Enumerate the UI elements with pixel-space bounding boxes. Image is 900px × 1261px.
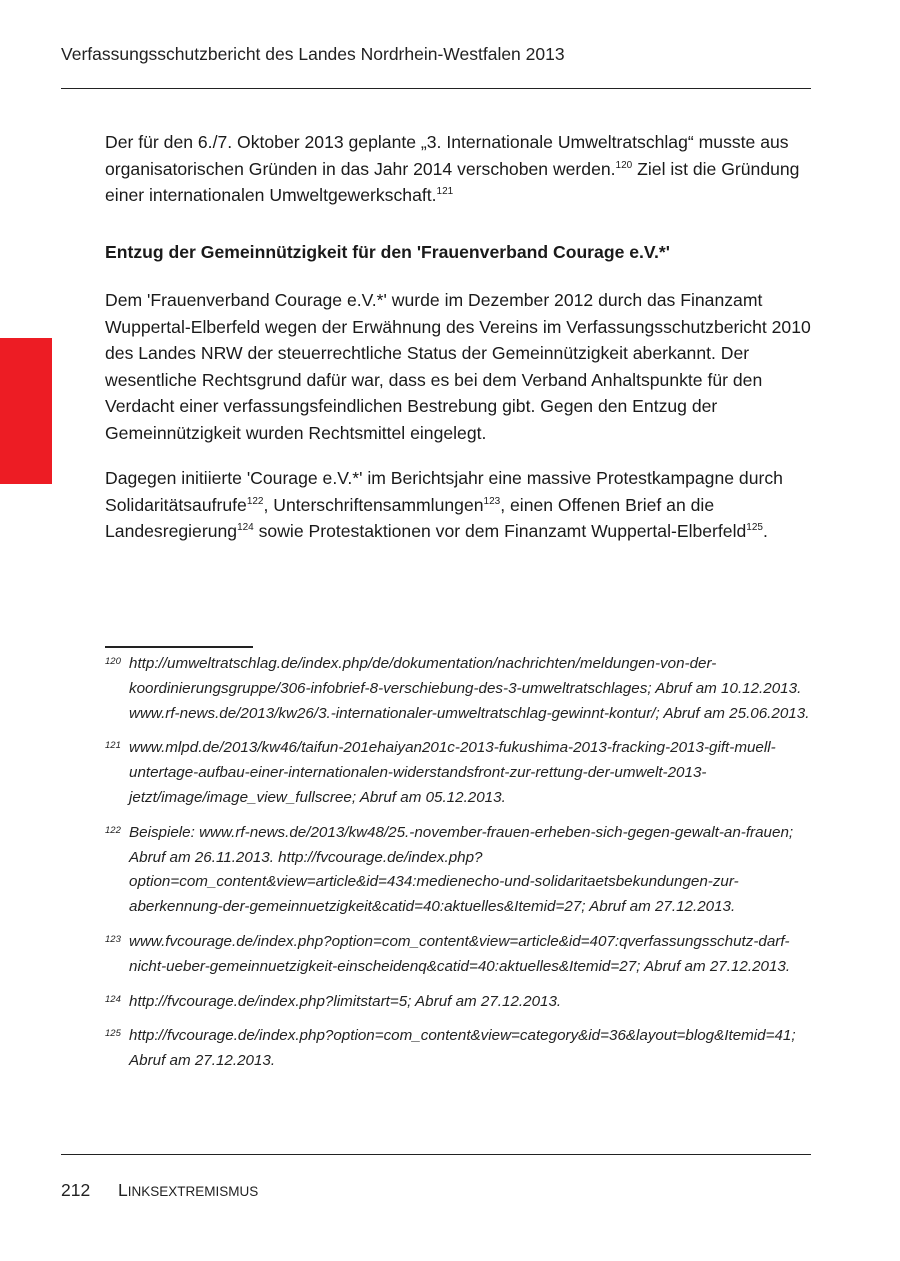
section-name bbox=[118, 1180, 258, 1201]
footnote-ref-123[interactable]: 123 bbox=[483, 495, 501, 507]
p3-text-a: Dagegen initiierte 'Courage e.V.*' im Berichtsjahr eine massive Protestkampagne durch Solidaritätsaufrufe bbox=[105, 468, 783, 515]
p3-text-d: sowie Protestaktionen vor dem Finanzamt Wuppertal-Elberfeld bbox=[253, 521, 747, 542]
footnote-123 bbox=[105, 930, 817, 980]
p3-text-e: . bbox=[762, 521, 768, 542]
footnote-list bbox=[105, 652, 817, 1074]
footer-rule bbox=[61, 1154, 811, 1155]
footnote-text[interactable]: Beispiele: www.rf-news.de/2013/kw48/25.-november-frauen-erheben-sich-gegen-gewalt-an-frauen; Abruf am 26.11.2013. http://fvcourage.de/index.php?option=com_content&view=article&id=434:medienecho-und-solidaritaetsbekundungen-zur-aberkennung-der-gemeinnuetzigkeit&catid=40:aktuelles&Itemid=27; Abruf am 27.12.2013. bbox=[129, 823, 794, 916]
footnote-number: 121 bbox=[105, 740, 121, 752]
section-name-initial: L bbox=[118, 1180, 128, 1200]
footnote-121 bbox=[105, 736, 817, 810]
footnote-number: 125 bbox=[105, 1028, 121, 1040]
paragraph-umweltratschlag bbox=[105, 129, 815, 209]
p2-text: Dem 'Frauenverband Courage e.V.*' wurde im Dezember 2012 durch das Finanzamt Wuppertal-Elberfeld wegen der Erwähnung des Vereins im Verfassungsschutzbericht 2010 des Landes NRW der steuerrechtliche Status der Gemeinnützigkeit aberkannt. Der wesentliche Rechtsgrund dafür war, dass es bei dem Verband Anhaltspunkte für den Verdacht einer verfassungsfeindlichen Bestrebung gibt. Gegen den Entzug der Gemeinnützigkeit wurden Rechtsmittel eingelegt. bbox=[105, 290, 811, 443]
footnote-124 bbox=[105, 990, 817, 1015]
paragraph-protestkampagne bbox=[105, 465, 815, 545]
section-heading: Entzug der Gemeinnützigkeit für den 'Frauenverband Courage e.V.*' bbox=[105, 242, 670, 262]
running-header: Verfassungsschutzbericht des Landes Nordrhein-Westfalen 2013 bbox=[61, 44, 565, 64]
footnote-text[interactable]: www.mlpd.de/2013/kw46/taifun-201ehaiyan201c-2013-fukushima-2013-fracking-2013-gift-muell-untertage-aufbau-einer-internationalen-widerstandsfront-zur-rettung-der-umwelt-2013-jetzt/image/image_view_fullscree; Abruf am 05.12.2013. bbox=[129, 739, 776, 806]
footnote-text[interactable]: http://umweltratschlag.de/index.php/de/dokumentation/nachrichten/meldungen-von-der-koordinierungsgruppe/306-infobrief-8-verschiebung-des-3-umweltratschlages; Abruf am 10.12.2013. www.rf-news.de/2013/kw26/3.-internationaler-umweltratschlag-gewinnt-kontur/; Abruf am 25.06.2013. bbox=[129, 655, 810, 722]
footnote-125 bbox=[105, 1024, 817, 1074]
footnote-text[interactable]: http://fvcourage.de/index.php?limitstart=5; Abruf am 27.12.2013. bbox=[129, 992, 562, 1010]
p3-text-c: , einen Offenen Brief an die Landesregierung bbox=[105, 494, 715, 542]
footnote-text[interactable]: http://fvcourage.de/index.php?option=com_content&view=category&id=36&layout=blog&Itemid=41; Abruf am 27.12.2013. bbox=[129, 1027, 796, 1070]
footnote-text[interactable]: www.fvcourage.de/index.php?option=com_content&view=article&id=407:qverfassungsschutz-darf-nicht-ueber-gemeinnuetzigkeit-einscheidenq&catid=40:aktuelles&Itemid=27; Abruf am 27.12.2013. bbox=[129, 932, 791, 975]
footnote-separator bbox=[105, 646, 253, 648]
chapter-color-tab bbox=[0, 338, 52, 484]
section-name-rest: INKSEXTREMISMUS bbox=[127, 1184, 259, 1199]
footnote-number: 120 bbox=[105, 656, 121, 667]
paragraph-gemeinnuetzigkeit bbox=[105, 287, 815, 447]
footnote-number: 123 bbox=[105, 933, 121, 945]
footnote-122 bbox=[105, 821, 817, 920]
footnote-ref-124[interactable]: 124 bbox=[237, 522, 254, 534]
page-number: 212 bbox=[61, 1180, 91, 1200]
p3-text-b: , Unterschriftensammlungen bbox=[263, 494, 484, 515]
p1-text-a: Der für den 6./7. Oktober 2013 geplante „3. Internationale Umweltratschlag“ musste aus organisatorischen Gründen in das Jahr 2014 verschoben werden. bbox=[105, 132, 789, 179]
footnote-ref-122[interactable]: 122 bbox=[246, 495, 264, 507]
footnote-number: 122 bbox=[105, 824, 121, 836]
footnote-ref-121[interactable]: 121 bbox=[436, 186, 454, 198]
footnote-ref-125[interactable]: 125 bbox=[746, 522, 763, 534]
footnote-ref-120[interactable]: 120 bbox=[615, 159, 633, 171]
p1-text-b: Ziel ist die Gründung einer internationalen Umweltgewerkschaft. bbox=[105, 158, 800, 206]
footnote-120 bbox=[105, 652, 817, 726]
header-rule bbox=[61, 88, 811, 89]
footnote-number: 124 bbox=[105, 993, 121, 1005]
